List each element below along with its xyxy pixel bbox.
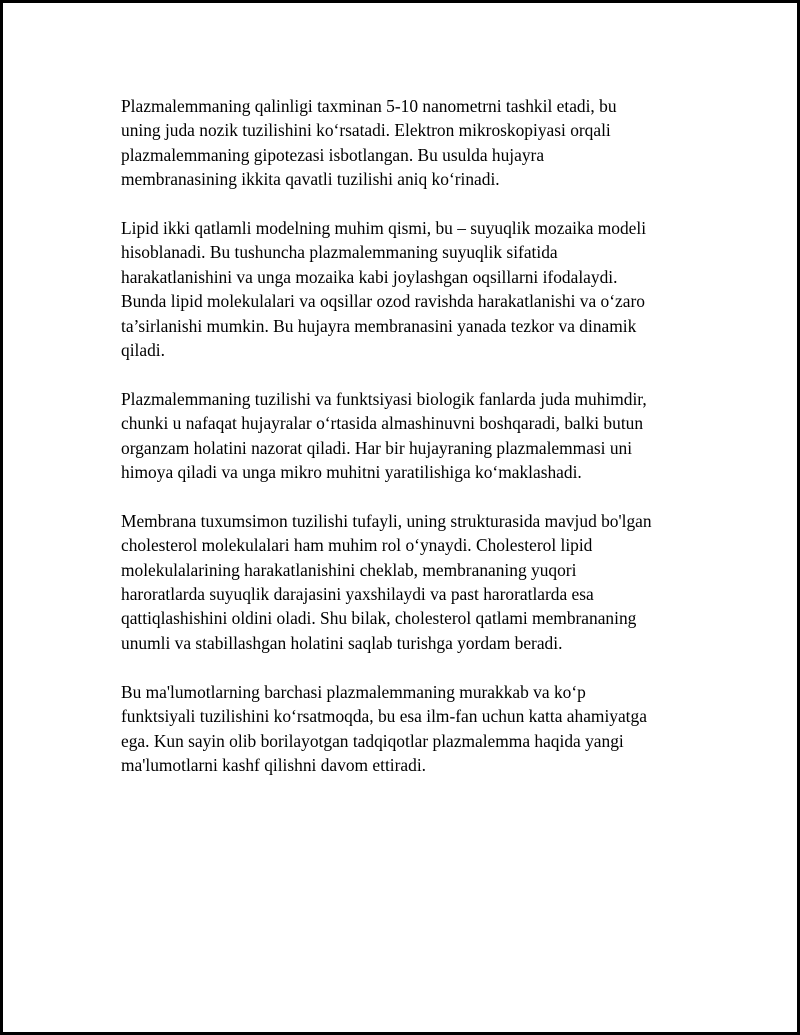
text-line: Bunda lipid molekulalari va oqsillar ozod ravishda harakatlanishi va o‘zaro <box>121 291 645 312</box>
text-line: qiladi. <box>121 340 165 361</box>
text-line: molekulalarining harakatlanishini cheklab, membrananing yuqori <box>121 559 577 580</box>
text-line: chunki u nafaqat hujayralar o‘rtasida almashinuvni boshqaradi, balki butun <box>121 413 644 434</box>
paragraph-3 <box>121 387 711 485</box>
document-body <box>121 94 711 802</box>
text-line: ta’sirlanishi mumkin. Bu hujayra membranasini yanada tezkor va dinamik <box>121 315 637 336</box>
text-line: Plazmalemmaning tuzilishi va funktsiyasi biologik fanlarda juda muhimdir, <box>121 388 647 409</box>
text-line: funktsiyali tuzilishini ko‘rsatmoqda, bu esa ilm-fan uchun katta ahamiyatga <box>121 706 647 727</box>
text-line: harakatlanishini va unga mozaika kabi joylashgan oqsillarni ifodalaydi. <box>121 266 618 287</box>
text-line: plazmalemmaning gipotezasi isbotlangan. Bu usulda hujayra <box>121 144 545 165</box>
text-line: hisoblanadi. Bu tushuncha plazmalemmaning suyuqlik sifatida <box>121 242 558 263</box>
text-line: unumli va stabillashgan holatini saqlab turishga yordam beradi. <box>121 632 563 653</box>
text-line: organzam holatini nazorat qiladi. Har bir hujayraning plazmalemmasi uni <box>121 437 633 458</box>
text-line: Plazmalemmaning qalinligi taxminan 5-10 nanometrni tashkil etadi, bu <box>121 96 617 116</box>
text-line: haroratlarda suyuqlik darajasini yaxshilaydi va past haroratlarda esa <box>121 584 594 605</box>
text-line: uning juda nozik tuzilishini ko‘rsatadi. Elektron mikroskopiyasi orqali <box>121 120 611 141</box>
text-line: ma'lumotlarni kashf qilishni davom ettiradi. <box>121 754 426 775</box>
text-line: Membrana tuxumsimon tuzilishi tufayli, uning strukturasida mavjud bo'lgan <box>121 510 652 531</box>
paragraph-5 <box>121 680 711 778</box>
text-line: cholesterol molekulalari ham muhim rol o‘ynaydi. Cholesterol lipid <box>121 535 593 556</box>
paragraph-1 <box>121 94 711 192</box>
text-line: Bu ma'lumotlarning barchasi plazmalemmaning murakkab va ko‘p <box>121 681 586 702</box>
text-line: membranasining ikkita qavatli tuzilishi aniq ko‘rinadi. <box>121 169 500 190</box>
paragraph-4 <box>121 509 711 655</box>
text-line: Lipid ikki qatlamli modelning muhim qismi, bu – suyuqlik mozaika modeli <box>121 218 647 239</box>
text-line: qattiqlashishini oldini oladi. Shu bilak, cholesterol qatlami membrananing <box>121 608 637 629</box>
paragraph-2 <box>121 216 711 362</box>
text-line: ega. Kun sayin olib borilayotgan tadqiqotlar plazmalemma haqida yangi <box>121 730 624 751</box>
text-line: himoya qiladi va unga mikro muhitni yaratilishiga ko‘maklashadi. <box>121 462 582 483</box>
